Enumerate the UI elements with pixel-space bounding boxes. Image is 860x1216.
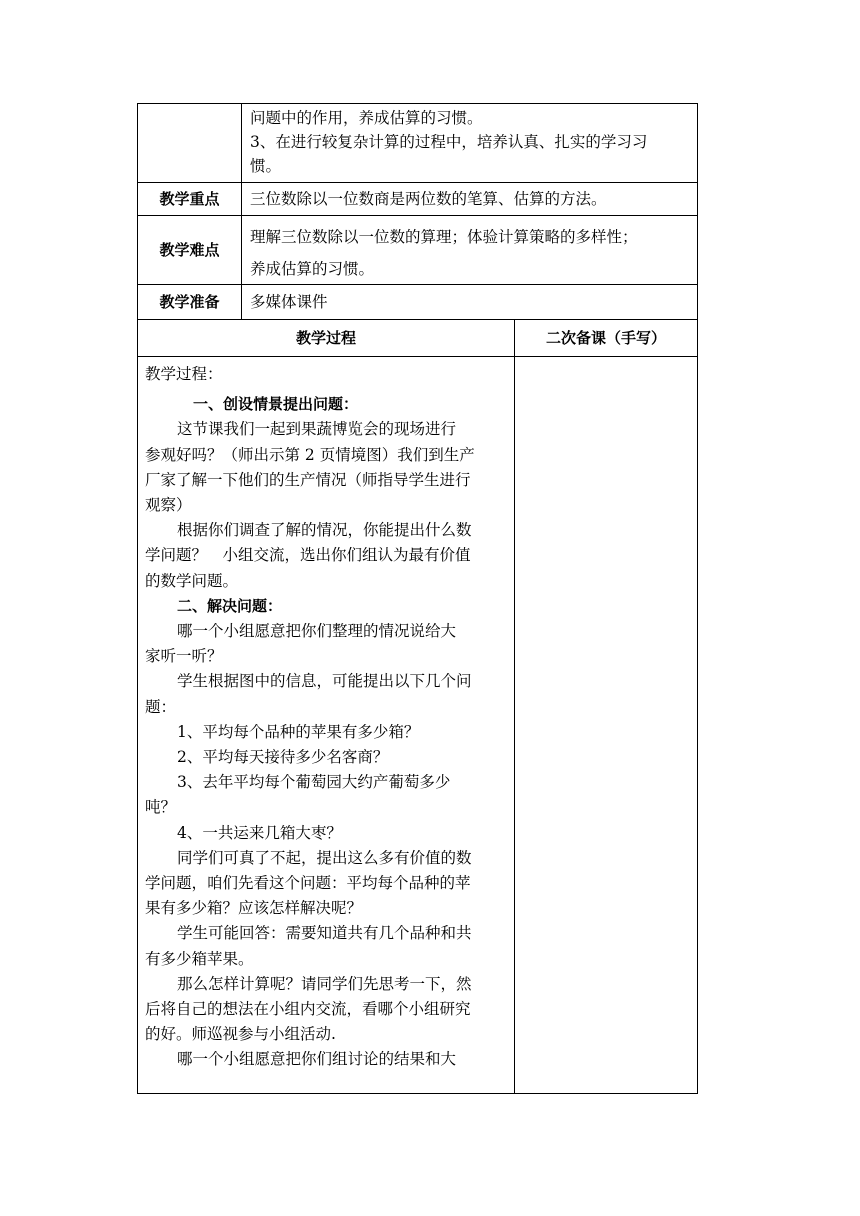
goals-continued-cell xyxy=(250,106,695,178)
difficulty-label: 教学难点 xyxy=(159,241,220,259)
paragraph-line: 观察） xyxy=(145,496,192,515)
paragraph-line: 果有多少箱？应该怎样解决呢？ xyxy=(145,899,363,918)
question-item: 3、去年平均每个葡萄园大约产葡萄多少 xyxy=(177,773,451,792)
section-heading: 一、创设情景提出问题： xyxy=(193,395,359,414)
paragraph-line: 那么怎样计算呢？请同学们先思考一下，然 xyxy=(177,974,472,993)
paragraph-line: 学问题？ 小组交流，选出你们组认为最有价值 xyxy=(145,546,471,565)
process-body xyxy=(145,362,510,1073)
paragraph-line: 哪一个小组愿意把你们整理的情况说给大 xyxy=(177,622,457,641)
paragraph-line: 有多少箱苹果。 xyxy=(145,949,254,968)
paragraph-line: 厂家了解一下他们的生产情况（师指导学生进行 xyxy=(145,470,471,489)
paragraph-line: 这节课我们一起到果蔬博览会的现场进行 xyxy=(177,420,457,439)
preparation-label: 教学准备 xyxy=(159,293,220,311)
question-item: 4、一共运来几箱大枣？ xyxy=(177,823,342,842)
difficulty-text xyxy=(250,221,695,285)
section-heading: 二、解决问题： xyxy=(177,596,283,615)
difficulty-line: 理解三位数除以一位数的算理；体验计算策略的多样性； xyxy=(250,228,638,246)
paragraph-line: 后将自己的想法在小组内交流，看哪个小组研究 xyxy=(145,1000,471,1019)
paragraph-line: 题： xyxy=(145,697,177,716)
paragraph-line: 参观好吗？（师出示第 2 页情境图）我们到生产 xyxy=(145,445,475,464)
paragraph-line: 家听一听？ xyxy=(145,647,223,666)
question-item: 2、平均每天接待多少名客商？ xyxy=(177,748,389,767)
question-item: 1、平均每个品种的苹果有多少箱？ xyxy=(177,722,420,741)
paragraph-line: 学问题，咱们先看这个问题：平均每个品种的苹 xyxy=(145,874,471,893)
goals-line: 惯。 xyxy=(250,157,282,175)
process-column-header: 教学过程 xyxy=(295,329,356,347)
preparation-line: 多媒体课件 xyxy=(250,293,328,311)
paragraph-line: 的数学问题。 xyxy=(145,571,239,590)
preparation-text xyxy=(250,290,695,314)
paragraph-line: 根据你们调查了解的情况，你能提出什么数 xyxy=(177,521,472,540)
process-intro: 教学过程： xyxy=(145,365,223,383)
paragraph-line: 学生可能回答：需要知道共有几个品种和共 xyxy=(177,924,472,943)
key-point-text xyxy=(250,187,695,211)
paragraph-line: 学生根据图中的信息，可能提出以下几个问 xyxy=(177,672,472,691)
goals-line: 问题中的作用，养成估算的习惯。 xyxy=(250,109,483,127)
column-divider xyxy=(241,103,242,319)
key-point-line: 三位数除以一位数商是两位数的笔算、估算的方法。 xyxy=(250,190,607,208)
goals-line: 3、在进行较复杂计算的过程中，培养认真、扎实的学习习 xyxy=(250,133,648,151)
paragraph-line: 哪一个小组愿意把你们组讨论的结果和大 xyxy=(177,1050,457,1069)
question-item: 吨？ xyxy=(145,798,177,817)
handwritten-notes-area[interactable] xyxy=(515,357,697,1093)
paragraph-line: 的好。师巡视参与小组活动. xyxy=(145,1025,336,1044)
paragraph-line: 同学们可真了不起，提出这么多有价值的数 xyxy=(177,848,472,867)
difficulty-line: 养成估算的习惯。 xyxy=(250,260,375,278)
notes-column-header: 二次备课（手写） xyxy=(545,329,666,347)
key-point-label: 教学重点 xyxy=(159,190,220,208)
